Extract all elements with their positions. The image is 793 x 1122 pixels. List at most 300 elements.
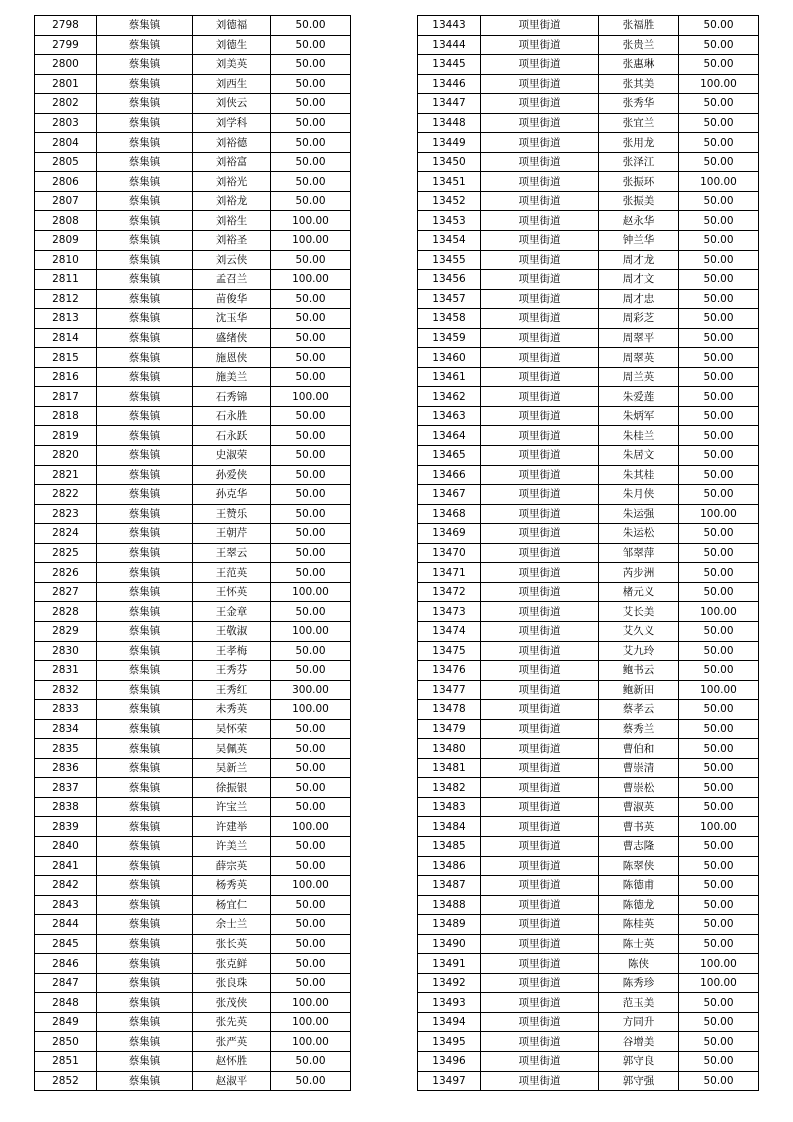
name-cell: 刘西生 <box>193 74 271 94</box>
serial-number-cell: 2832 <box>35 680 97 700</box>
amount-cell: 50.00 <box>271 719 351 739</box>
amount-cell: 100.00 <box>679 817 759 837</box>
name-cell: 刘美英 <box>193 55 271 75</box>
amount-cell: 50.00 <box>271 446 351 466</box>
table-row <box>35 191 351 211</box>
town-cell: 蔡集镇 <box>97 661 193 681</box>
name-cell: 蔡秀兰 <box>599 719 679 739</box>
serial-number-cell: 13494 <box>418 1012 481 1032</box>
serial-number-cell: 13484 <box>418 817 481 837</box>
serial-number-cell: 2811 <box>35 270 97 290</box>
table-row <box>35 563 351 583</box>
serial-number-cell: 13463 <box>418 406 481 426</box>
name-cell: 周翠英 <box>599 348 679 368</box>
town-cell: 项里街道 <box>481 778 599 798</box>
name-cell: 陈士英 <box>599 934 679 954</box>
table-row <box>35 367 351 387</box>
amount-cell: 50.00 <box>679 406 759 426</box>
serial-number-cell: 2810 <box>35 250 97 270</box>
serial-number-cell: 2838 <box>35 797 97 817</box>
name-cell: 吴怀荣 <box>193 719 271 739</box>
name-cell: 石永跃 <box>193 426 271 446</box>
serial-number-cell: 13452 <box>418 191 481 211</box>
name-cell: 王秀红 <box>193 680 271 700</box>
town-cell: 蔡集镇 <box>97 876 193 896</box>
amount-cell: 50.00 <box>271 563 351 583</box>
town-cell: 项里街道 <box>481 876 599 896</box>
serial-number-cell: 13458 <box>418 309 481 329</box>
amount-cell: 50.00 <box>679 700 759 720</box>
name-cell: 朱爱莲 <box>599 387 679 407</box>
town-cell: 项里街道 <box>481 211 599 231</box>
serial-number-cell: 2836 <box>35 758 97 778</box>
town-cell: 蔡集镇 <box>97 1071 193 1091</box>
serial-number-cell: 2850 <box>35 1032 97 1052</box>
name-cell: 张克鲜 <box>193 954 271 974</box>
serial-number-cell: 2842 <box>35 876 97 896</box>
table-row <box>35 680 351 700</box>
serial-number-cell: 2848 <box>35 993 97 1013</box>
name-cell: 朱居文 <box>599 446 679 466</box>
name-cell: 张用龙 <box>599 133 679 153</box>
table-row <box>418 446 759 466</box>
name-cell: 王翠云 <box>193 543 271 563</box>
town-cell: 项里街道 <box>481 954 599 974</box>
serial-number-cell: 2825 <box>35 543 97 563</box>
table-row <box>418 426 759 446</box>
name-cell: 曹崇松 <box>599 778 679 798</box>
serial-number-cell: 13465 <box>418 446 481 466</box>
name-cell: 方同升 <box>599 1012 679 1032</box>
name-cell: 郭守良 <box>599 1051 679 1071</box>
table-row <box>418 641 759 661</box>
town-cell: 项里街道 <box>481 348 599 368</box>
town-cell: 项里街道 <box>481 446 599 466</box>
town-cell: 项里街道 <box>481 895 599 915</box>
name-cell: 张严英 <box>193 1032 271 1052</box>
town-cell: 项里街道 <box>481 739 599 759</box>
table-row <box>418 348 759 368</box>
table-row <box>35 446 351 466</box>
name-cell: 刘德生 <box>193 35 271 55</box>
amount-cell: 50.00 <box>679 113 759 133</box>
table-row <box>35 719 351 739</box>
serial-number-cell: 2849 <box>35 1012 97 1032</box>
table-row <box>418 563 759 583</box>
amount-cell: 50.00 <box>679 446 759 466</box>
town-cell: 项里街道 <box>481 74 599 94</box>
town-cell: 蔡集镇 <box>97 270 193 290</box>
table-row <box>35 55 351 75</box>
table-row <box>418 661 759 681</box>
amount-cell: 50.00 <box>679 856 759 876</box>
serial-number-cell: 2804 <box>35 133 97 153</box>
table-row <box>35 758 351 778</box>
town-cell: 蔡集镇 <box>97 641 193 661</box>
table-row <box>35 778 351 798</box>
table-row <box>418 1051 759 1071</box>
town-cell: 蔡集镇 <box>97 934 193 954</box>
amount-cell: 50.00 <box>679 895 759 915</box>
serial-number-cell: 2816 <box>35 367 97 387</box>
table-row <box>35 739 351 759</box>
table-row <box>35 250 351 270</box>
serial-number-cell: 13482 <box>418 778 481 798</box>
town-cell: 蔡集镇 <box>97 895 193 915</box>
table-row <box>418 582 759 602</box>
name-cell: 许宝兰 <box>193 797 271 817</box>
amount-cell: 50.00 <box>679 543 759 563</box>
name-cell: 曹淑英 <box>599 797 679 817</box>
name-cell: 石永胜 <box>193 406 271 426</box>
amount-cell: 50.00 <box>679 270 759 290</box>
name-cell: 杨宜仁 <box>193 895 271 915</box>
town-cell: 蔡集镇 <box>97 309 193 329</box>
amount-cell: 50.00 <box>679 719 759 739</box>
name-cell: 刘裕德 <box>193 133 271 153</box>
serial-number-cell: 2845 <box>35 934 97 954</box>
serial-number-cell: 2840 <box>35 836 97 856</box>
town-cell: 蔡集镇 <box>97 719 193 739</box>
town-cell: 蔡集镇 <box>97 152 193 172</box>
table-row <box>35 309 351 329</box>
name-cell: 王赞乐 <box>193 504 271 524</box>
table-row <box>418 485 759 505</box>
amount-cell: 50.00 <box>271 133 351 153</box>
amount-cell: 50.00 <box>679 289 759 309</box>
town-cell: 蔡集镇 <box>97 993 193 1013</box>
town-cell: 蔡集镇 <box>97 348 193 368</box>
town-cell: 项里街道 <box>481 934 599 954</box>
town-cell: 项里街道 <box>481 465 599 485</box>
table-row <box>35 270 351 290</box>
serial-number-cell: 13480 <box>418 739 481 759</box>
table-row <box>418 797 759 817</box>
town-cell: 项里街道 <box>481 621 599 641</box>
serial-number-cell: 13478 <box>418 700 481 720</box>
town-cell: 项里街道 <box>481 817 599 837</box>
name-cell: 陈德龙 <box>599 895 679 915</box>
left-table <box>34 15 351 1091</box>
serial-number-cell: 13446 <box>418 74 481 94</box>
amount-cell: 50.00 <box>271 289 351 309</box>
amount-cell: 50.00 <box>271 172 351 192</box>
amount-cell: 50.00 <box>271 16 351 36</box>
town-cell: 项里街道 <box>481 387 599 407</box>
serial-number-cell: 13469 <box>418 524 481 544</box>
amount-cell: 50.00 <box>271 543 351 563</box>
serial-number-cell: 13483 <box>418 797 481 817</box>
amount-cell: 50.00 <box>679 231 759 251</box>
table-row <box>418 915 759 935</box>
table-row <box>418 680 759 700</box>
amount-cell: 50.00 <box>679 993 759 1013</box>
town-cell: 蔡集镇 <box>97 231 193 251</box>
town-cell: 蔡集镇 <box>97 446 193 466</box>
serial-number-cell: 13474 <box>418 621 481 641</box>
name-cell: 张泽江 <box>599 152 679 172</box>
serial-number-cell: 2835 <box>35 739 97 759</box>
table-row <box>35 289 351 309</box>
name-cell: 楮元义 <box>599 582 679 602</box>
amount-cell: 300.00 <box>271 680 351 700</box>
town-cell: 项里街道 <box>481 661 599 681</box>
amount-cell: 50.00 <box>679 250 759 270</box>
town-cell: 项里街道 <box>481 485 599 505</box>
amount-cell: 50.00 <box>271 367 351 387</box>
town-cell: 项里街道 <box>481 309 599 329</box>
town-cell: 蔡集镇 <box>97 328 193 348</box>
table-row <box>35 797 351 817</box>
table-row <box>35 16 351 36</box>
town-cell: 蔡集镇 <box>97 1032 193 1052</box>
town-cell: 项里街道 <box>481 55 599 75</box>
serial-number-cell: 13468 <box>418 504 481 524</box>
name-cell: 施恩侠 <box>193 348 271 368</box>
amount-cell: 50.00 <box>679 934 759 954</box>
serial-number-cell: 13460 <box>418 348 481 368</box>
town-cell: 蔡集镇 <box>97 621 193 641</box>
amount-cell: 50.00 <box>679 563 759 583</box>
name-cell: 薛宗英 <box>193 856 271 876</box>
name-cell: 陈翠侠 <box>599 856 679 876</box>
name-cell: 艾长美 <box>599 602 679 622</box>
serial-number-cell: 13443 <box>418 16 481 36</box>
name-cell: 曹志隆 <box>599 836 679 856</box>
serial-number-cell: 13491 <box>418 954 481 974</box>
name-cell: 王秀芬 <box>193 661 271 681</box>
table-row <box>418 895 759 915</box>
town-cell: 蔡集镇 <box>97 191 193 211</box>
name-cell: 张宜兰 <box>599 113 679 133</box>
table-row <box>418 55 759 75</box>
name-cell: 陈桂英 <box>599 915 679 935</box>
table-row <box>35 328 351 348</box>
town-cell: 蔡集镇 <box>97 563 193 583</box>
town-cell: 蔡集镇 <box>97 836 193 856</box>
name-cell: 刘裕生 <box>193 211 271 231</box>
amount-cell: 50.00 <box>679 133 759 153</box>
amount-cell: 50.00 <box>679 348 759 368</box>
serial-number-cell: 13473 <box>418 602 481 622</box>
name-cell: 王朝芹 <box>193 524 271 544</box>
amount-cell: 50.00 <box>679 152 759 172</box>
table-row <box>418 602 759 622</box>
table-row <box>418 1012 759 1032</box>
town-cell: 蔡集镇 <box>97 289 193 309</box>
name-cell: 刘侠云 <box>193 94 271 114</box>
amount-cell: 100.00 <box>679 680 759 700</box>
serial-number-cell: 2817 <box>35 387 97 407</box>
amount-cell: 100.00 <box>271 993 351 1013</box>
town-cell: 项里街道 <box>481 543 599 563</box>
town-cell: 项里街道 <box>481 582 599 602</box>
town-cell: 蔡集镇 <box>97 406 193 426</box>
serial-number-cell: 2815 <box>35 348 97 368</box>
table-row <box>418 739 759 759</box>
town-cell: 蔡集镇 <box>97 94 193 114</box>
table-row <box>35 426 351 446</box>
serial-number-cell: 13490 <box>418 934 481 954</box>
table-row <box>418 621 759 641</box>
town-cell: 项里街道 <box>481 367 599 387</box>
town-cell: 项里街道 <box>481 328 599 348</box>
amount-cell: 50.00 <box>271 524 351 544</box>
amount-cell: 50.00 <box>679 758 759 778</box>
table-row <box>418 973 759 993</box>
serial-number-cell: 13477 <box>418 680 481 700</box>
serial-number-cell: 2824 <box>35 524 97 544</box>
name-cell: 陈德甫 <box>599 876 679 896</box>
town-cell: 蔡集镇 <box>97 172 193 192</box>
town-cell: 项里街道 <box>481 700 599 720</box>
town-cell: 项里街道 <box>481 35 599 55</box>
name-cell: 曹伯和 <box>599 739 679 759</box>
town-cell: 项里街道 <box>481 426 599 446</box>
town-cell: 蔡集镇 <box>97 250 193 270</box>
serial-number-cell: 2809 <box>35 231 97 251</box>
name-cell: 曹书英 <box>599 817 679 837</box>
amount-cell: 50.00 <box>271 661 351 681</box>
serial-number-cell: 13481 <box>418 758 481 778</box>
table-row <box>418 758 759 778</box>
town-cell: 蔡集镇 <box>97 1012 193 1032</box>
name-cell: 盛绪侠 <box>193 328 271 348</box>
name-cell: 周才忠 <box>599 289 679 309</box>
amount-cell: 50.00 <box>679 661 759 681</box>
table-row <box>418 367 759 387</box>
town-cell: 项里街道 <box>481 680 599 700</box>
name-cell: 余士兰 <box>193 915 271 935</box>
table-row <box>35 485 351 505</box>
serial-number-cell: 13475 <box>418 641 481 661</box>
name-cell: 鲍书云 <box>599 661 679 681</box>
amount-cell: 50.00 <box>271 328 351 348</box>
table-row <box>35 973 351 993</box>
name-cell: 张先英 <box>193 1012 271 1032</box>
amount-cell: 100.00 <box>271 387 351 407</box>
table-row <box>418 94 759 114</box>
serial-number-cell: 13455 <box>418 250 481 270</box>
name-cell: 孟召兰 <box>193 270 271 290</box>
serial-number-cell: 2839 <box>35 817 97 837</box>
amount-cell: 50.00 <box>271 35 351 55</box>
town-cell: 蔡集镇 <box>97 55 193 75</box>
amount-cell: 100.00 <box>679 74 759 94</box>
name-cell: 朱运松 <box>599 524 679 544</box>
town-cell: 蔡集镇 <box>97 954 193 974</box>
serial-number-cell: 13464 <box>418 426 481 446</box>
amount-cell: 50.00 <box>679 836 759 856</box>
table-row <box>35 406 351 426</box>
serial-number-cell: 13448 <box>418 113 481 133</box>
amount-cell: 50.00 <box>271 602 351 622</box>
name-cell: 钟兰华 <box>599 231 679 251</box>
name-cell: 张秀华 <box>599 94 679 114</box>
serial-number-cell: 13479 <box>418 719 481 739</box>
serial-number-cell: 2814 <box>35 328 97 348</box>
name-cell: 许建举 <box>193 817 271 837</box>
serial-number-cell: 13467 <box>418 485 481 505</box>
amount-cell: 50.00 <box>271 465 351 485</box>
serial-number-cell: 2806 <box>35 172 97 192</box>
table-row <box>35 641 351 661</box>
town-cell: 蔡集镇 <box>97 504 193 524</box>
amount-cell: 50.00 <box>679 582 759 602</box>
name-cell: 张惠琳 <box>599 55 679 75</box>
town-cell: 蔡集镇 <box>97 602 193 622</box>
amount-cell: 50.00 <box>679 641 759 661</box>
serial-number-cell: 2823 <box>35 504 97 524</box>
name-cell: 谷增美 <box>599 1032 679 1052</box>
table-row <box>418 876 759 896</box>
name-cell: 朱桂兰 <box>599 426 679 446</box>
name-cell: 王范英 <box>193 563 271 583</box>
name-cell: 刘裕圣 <box>193 231 271 251</box>
serial-number-cell: 2808 <box>35 211 97 231</box>
amount-cell: 50.00 <box>679 621 759 641</box>
table-row <box>35 582 351 602</box>
table-row <box>418 16 759 36</box>
name-cell: 徐振银 <box>193 778 271 798</box>
name-cell: 张贵兰 <box>599 35 679 55</box>
serial-number-cell: 2798 <box>35 16 97 36</box>
town-cell: 蔡集镇 <box>97 758 193 778</box>
table-row <box>35 133 351 153</box>
serial-number-cell: 13454 <box>418 231 481 251</box>
town-cell: 项里街道 <box>481 719 599 739</box>
name-cell: 蔡孝云 <box>599 700 679 720</box>
serial-number-cell: 13488 <box>418 895 481 915</box>
table-row <box>35 231 351 251</box>
table-row <box>418 524 759 544</box>
amount-cell: 100.00 <box>679 602 759 622</box>
table-row <box>418 113 759 133</box>
amount-cell: 50.00 <box>679 55 759 75</box>
town-cell: 蔡集镇 <box>97 387 193 407</box>
name-cell: 张振美 <box>599 191 679 211</box>
town-cell: 项里街道 <box>481 289 599 309</box>
table-row <box>35 700 351 720</box>
name-cell: 孙克华 <box>193 485 271 505</box>
table-row <box>35 817 351 837</box>
name-cell: 施美兰 <box>193 367 271 387</box>
serial-number-cell: 2826 <box>35 563 97 583</box>
amount-cell: 50.00 <box>679 211 759 231</box>
town-cell: 蔡集镇 <box>97 856 193 876</box>
name-cell: 周兰英 <box>599 367 679 387</box>
name-cell: 沈玉华 <box>193 309 271 329</box>
town-cell: 蔡集镇 <box>97 113 193 133</box>
amount-cell: 50.00 <box>271 954 351 974</box>
table-row <box>35 856 351 876</box>
name-cell: 杨秀英 <box>193 876 271 896</box>
town-cell: 蔡集镇 <box>97 700 193 720</box>
name-cell: 艾九玲 <box>599 641 679 661</box>
table-row <box>418 387 759 407</box>
town-cell: 项里街道 <box>481 191 599 211</box>
table-row <box>35 954 351 974</box>
name-cell: 许美兰 <box>193 836 271 856</box>
town-cell: 项里街道 <box>481 1071 599 1091</box>
amount-cell: 50.00 <box>679 387 759 407</box>
right-table <box>417 15 759 1091</box>
table-row <box>35 934 351 954</box>
town-cell: 项里街道 <box>481 94 599 114</box>
amount-cell: 50.00 <box>679 778 759 798</box>
table-row <box>418 778 759 798</box>
table-row <box>418 191 759 211</box>
